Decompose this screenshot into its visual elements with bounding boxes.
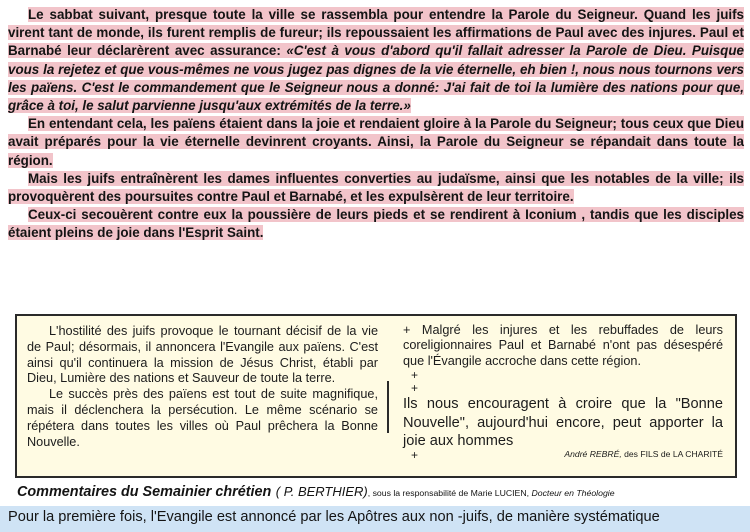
reading-paragraph-1-narrative: Le sabbat suivant, presque toute la ville se rassembla pour entendre la Parole du Seigneur. Quand les juifs virent tant de monde, ils furent remplis de fureur; ils repoussaient les affirmations de Paul avec des injures. Paul et Barnabé leur déclarèrent avec assurance: xyxy=(8,7,744,59)
plus-marker: + xyxy=(411,368,419,383)
commentary-author: ( P. BERTHIER) xyxy=(275,484,368,499)
signature-author: André REBRÉ, xyxy=(564,448,622,459)
commentary-responsibility-prefix: , sous la responsabilité de Marie LUCIEN, xyxy=(367,488,532,498)
commentary-title: Commentaires du Semainier chrétien xyxy=(17,484,272,500)
meditation-left-paragraph-2: Le succès près des païens est tout de suite magnifique, mais il déclenchera la persécution. Le même scénario se répétera dans toutes les villes où Paul prêchera la Bonne Nouvelle. xyxy=(27,387,378,449)
reading-paragraph-3 xyxy=(8,170,744,206)
commentary-responsibility-role: Docteur en Théologie xyxy=(531,488,615,498)
reading-paragraph-2 xyxy=(8,115,744,170)
plus-marker: + xyxy=(411,381,419,396)
meditation-right-column xyxy=(403,323,723,462)
plus-marker: + xyxy=(411,447,419,462)
column-divider xyxy=(387,381,389,433)
reading-paragraph-4-text: Ceux-ci secouèrent contre eux la poussière de leurs pieds et se rendirent à Iconium , tandis que les disciples étaient pleins de joie dans l'Esprit Saint. xyxy=(8,207,744,241)
meditation-left-paragraph-1: L'hostilité des juifs provoque le tournant décisif de la vie de Paul; désormais, il annoncera l'Evangile aux païens. C'est ainsi qu'il continuera la mission de Jésus Christ, établi par Dieu, Lumière des nations et Sauveur de toute la terre. xyxy=(27,324,378,386)
meditation-box xyxy=(15,314,737,478)
highlighted-text xyxy=(8,7,744,113)
meditation-left-column xyxy=(27,324,378,450)
reading-paragraph-4 xyxy=(8,206,744,242)
meditation-right-paragraph-1: + Malgré les injures et les rebuffades de leurs coreligionnaires Paul et Barnabé n'ont pas désespéré que l'Évangile accroche dans cette région. xyxy=(403,323,723,368)
signature-organization: des FILS de LA CHARITÉ xyxy=(621,448,723,459)
reading-paragraph-3-text: Mais les juifs entraînèrent les dames influentes converties au judaïsme, ainsi que les notables de la ville; ils provoquèrent des poursuites contre Paul et Barnabé, et les expulsèrent de leur territoire. xyxy=(8,170,744,205)
commentary-responsibility xyxy=(368,488,615,498)
reading-paragraph-1 xyxy=(8,6,744,115)
meditation-right-paragraph-2: Ils nous encouragent à croire que la "Bonne Nouvelle", aujourd'hui encore, peut apporter la joie aux hommes xyxy=(403,396,723,450)
commentary-heading xyxy=(17,483,742,502)
reading-paragraph-2-text: En entendant cela, les païens étaient dans la joie et rendaient gloire à la Parole du Seigneur; tous ceux que Dieu avait préparés pour la vie éternelle devinrent croyants. Ainsi, la Parole du Seigneur se répandait dans toute la région. xyxy=(8,116,744,168)
reading-paragraph-1-quote: «C'est à vous d'abord qu'il fallait adresser la Parole de Dieu. Puisque vous la rejetez et que vous-mêmes ne vous jugez pas dignes de la vie éternelle, eh bien !, nous nous tournons vers les païens. C'est le commandement que le Seigneur nous a donné: J'ai fait de toi la lumière des nations pour que, grâce à toi, le salut parvienne jusqu'aux extrémités de la terre.» xyxy=(8,43,744,114)
scripture-reading xyxy=(8,6,744,243)
commentary-body: Pour la première fois, l'Evangile est annoncé par les Apôtres aux non -juifs, de manière systématique xyxy=(0,506,750,532)
